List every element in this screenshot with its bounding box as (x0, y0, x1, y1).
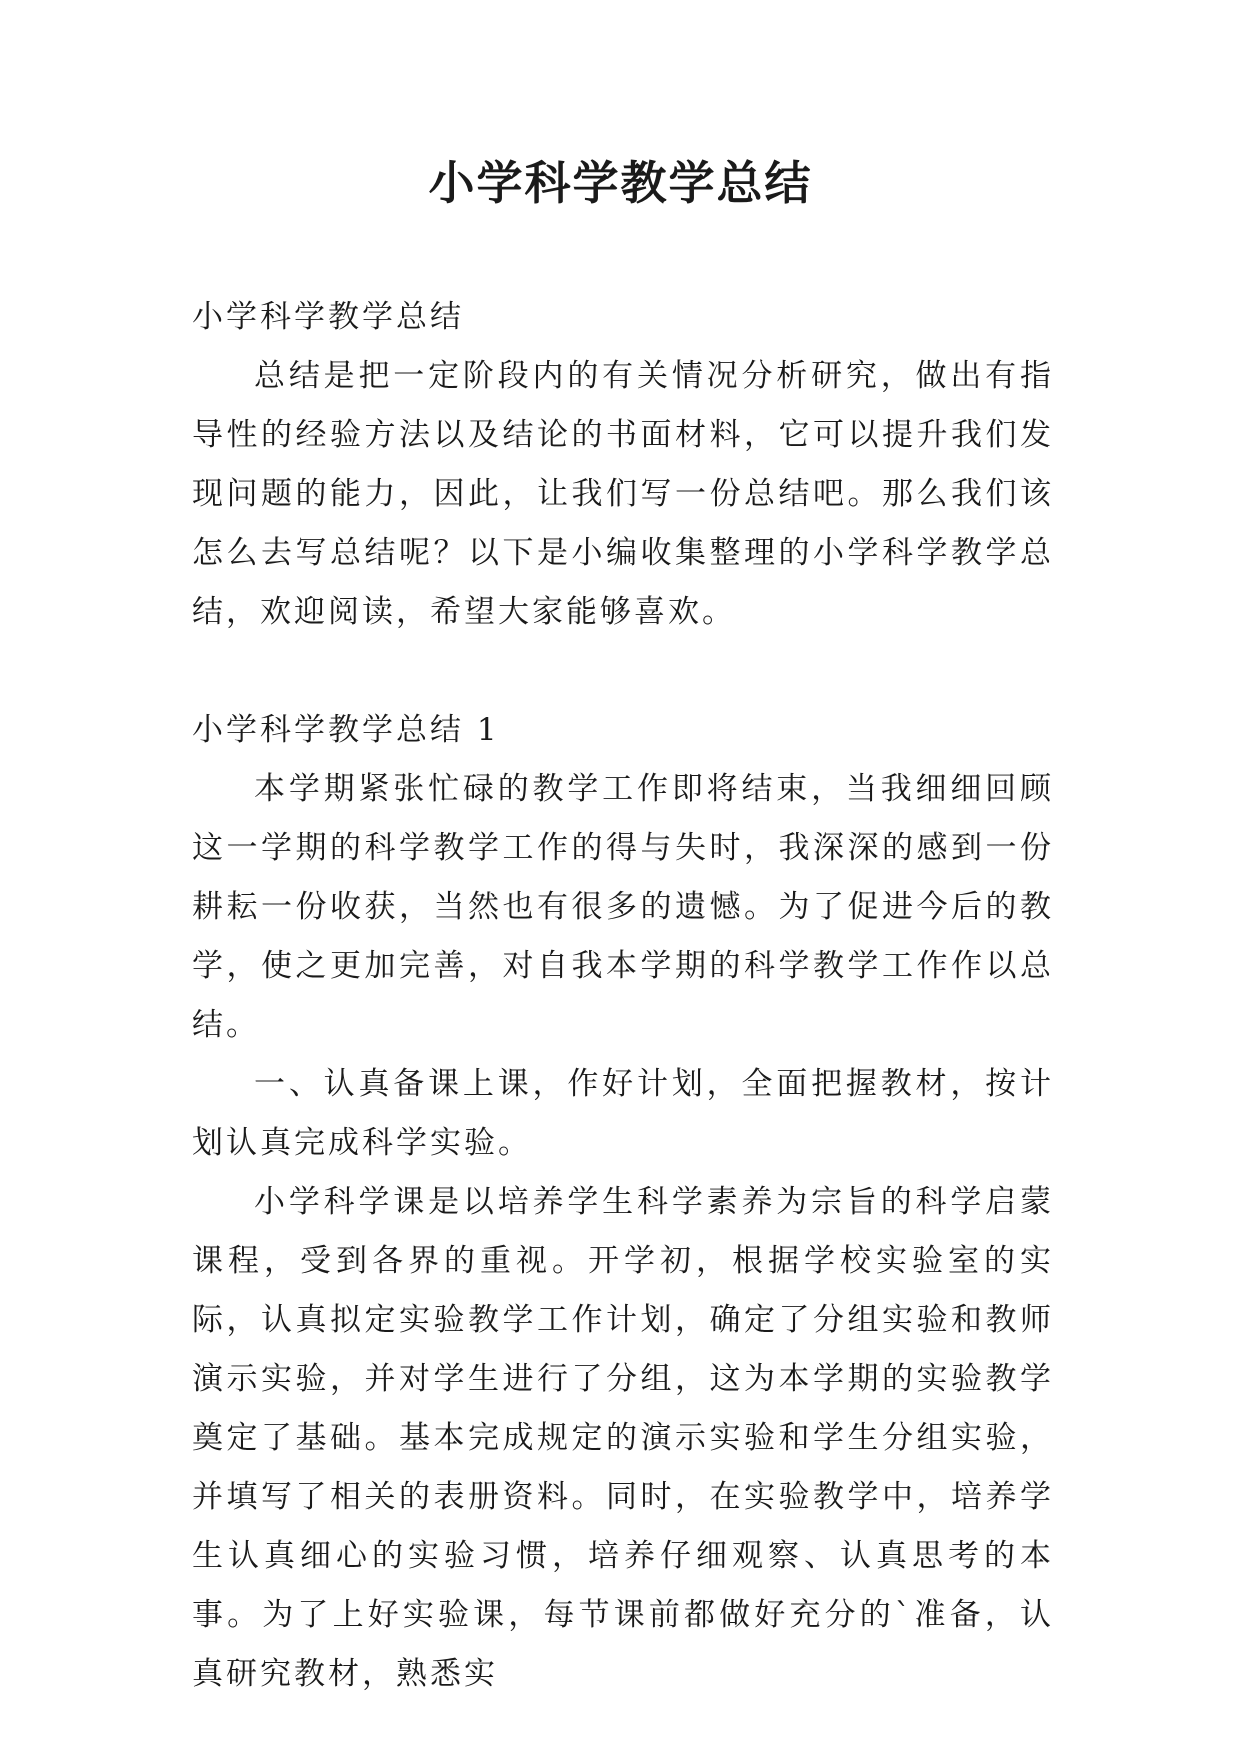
section-heading: 小学科学教学总结 1 (192, 712, 500, 748)
section-spacer (192, 642, 1054, 701)
body-paragraph: 一、认真备课上课，作好计划，全面把握教材，按计划认真完成科学实验。 (192, 1066, 1054, 1161)
intro-heading: 小学科学教学总结 (192, 299, 464, 335)
document-title: 小学科学教学总结 (428, 156, 813, 210)
document-body (192, 288, 1054, 1704)
body-paragraph: 小学科学课是以培养学生科学素养为宗旨的科学启蒙课程，受到各界的重视。开学初，根据学校实验室的实际，认真拟定实验教学工作计划，确定了分组实验和教师演示实验，并对学生进行了分组，这为本学期的实验教学奠定了基础。基本完成规定的演示实验和学生分组实验，并填写了相关的表册资料。同时，在实验教学中，培养学生认真细心的实验习惯，培养仔细观察、认真思考的本事。为了上好实验课，每节课前都做好充分的`准备，认真研究教材，熟悉实 (192, 1184, 1054, 1692)
body-paragraph: 本学期紧张忙碌的教学工作即将结束，当我细细回顾这一学期的科学教学工作的得与失时，我深深的感到一份耕耘一份收获，当然也有很多的遗憾。为了促进今后的教学，使之更加完善，对自我本学期的科学教学工作作以总结。 (192, 771, 1054, 1043)
intro-paragraph: 总结是把一定阶段内的有关情况分析研究，做出有指导性的经验方法以及结论的书面材料，它可以提升我们发现问题的能力，因此，让我们写一份总结吧。那么我们该怎么去写总结呢？以下是小编收集整理的小学科学教学总结，欢迎阅读，希望大家能够喜欢。 (192, 358, 1054, 630)
